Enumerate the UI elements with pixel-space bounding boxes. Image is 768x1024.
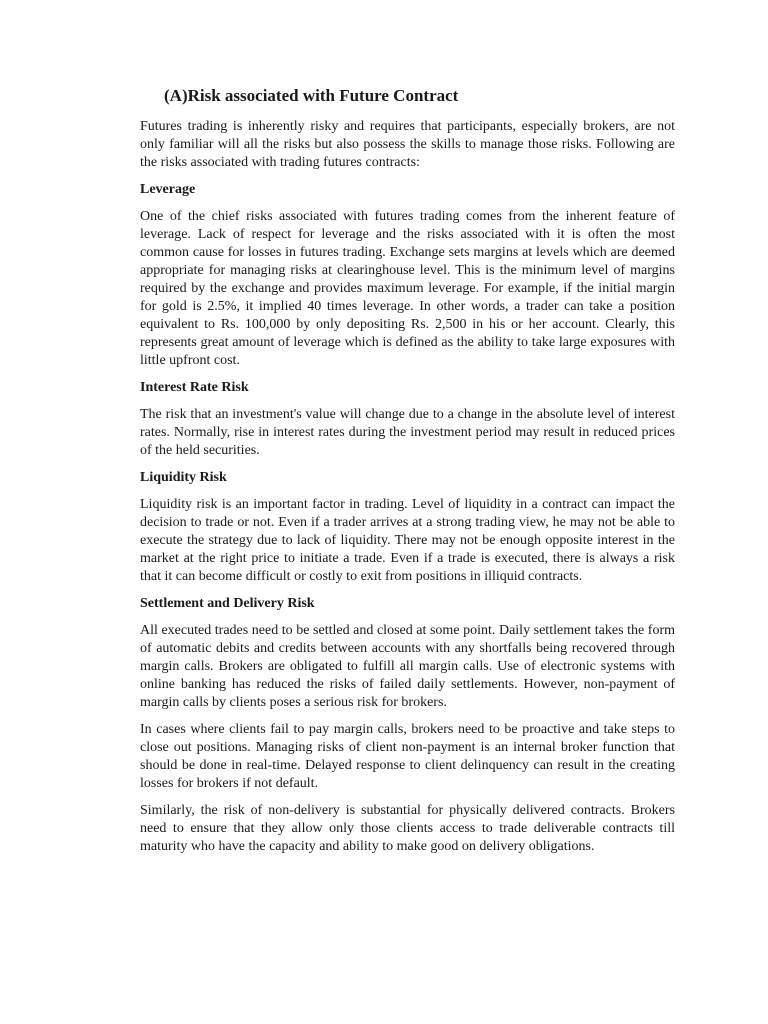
section-heading-interest-rate-risk: Interest Rate Risk — [140, 380, 249, 395]
leverage-paragraph: One of the chief risks associated with futures trading comes from the inherent feature of leverage. Lack of respect for leverage and the risks associated with it is often the most common cause for losses in futures trading. Exchange sets margins at levels which are deemed appropriate for managing risks at clearinghouse level. This is the minimum level of margins required by the exchange and provides maximum leverage. For example, if the initial margin for gold is 2.5%, it implied 40 times leverage. In other words, a trader can take a position equivalent to Rs. 100,000 by only depositing Rs. 2,500 in his or her account. Clearly, this represents great amount of leverage which is defined as the ability to take large exposures with little upfront cost. — [140, 209, 675, 368]
interest-rate-paragraph: The risk that an investment's value will change due to a change in the absolute level of interest rates. Normally, rise in interest rates during the investment period may result in reduced prices of the held securities. — [140, 407, 675, 458]
settlement-paragraph-3: Similarly, the risk of non-delivery is substantial for physically delivered contracts. Brokers need to ensure that they allow only those clients access to trade deliverable contracts till maturity who have the capacity and ability to make good on delivery obligations. — [140, 803, 675, 854]
settlement-paragraph-2: In cases where clients fail to pay margin calls, brokers need to be proactive and take steps to close out positions. Managing risks of client non-payment is an internal broker function that should be done in real-time. Delayed response to client delinquency can result in the creating losses for brokers if not default. — [140, 722, 675, 791]
document-page — [140, 84, 675, 865]
liquidity-paragraph: Liquidity risk is an important factor in trading. Level of liquidity in a contract can impact the decision to trade or not. Even if a trader arrives at a strong trading view, he may not be able to execute the strategy due to lack of liquidity. There may not be enough opposite interest in the market at the right price to initiate a trade. Even if a trade is executed, there is always a risk that it can become difficult or costly to exit from positions in illiquid contracts. — [140, 497, 675, 584]
intro-paragraph: Futures trading is inherently risky and requires that participants, especially brokers, are not only familiar will all the risks but also possess the skills to manage those risks. Following are the risks associated with trading futures contracts: — [140, 119, 675, 170]
settlement-paragraph-1: All executed trades need to be settled and closed at some point. Daily settlement takes the form of automatic debits and credits between accounts with any shortfalls being recovered through margin calls. Brokers are obligated to fulfill all margin calls. Use of electronic systems with online banking has reduced the risks of failed daily settlements. However, non-payment of margin calls by clients poses a serious risk for brokers. — [140, 623, 675, 710]
document-title: (A)Risk associated with Future Contract — [164, 86, 459, 105]
section-heading-settlement-delivery-risk: Settlement and Delivery Risk — [140, 596, 315, 611]
section-heading-leverage: Leverage — [140, 182, 196, 197]
section-heading-liquidity-risk: Liquidity Risk — [140, 470, 227, 485]
